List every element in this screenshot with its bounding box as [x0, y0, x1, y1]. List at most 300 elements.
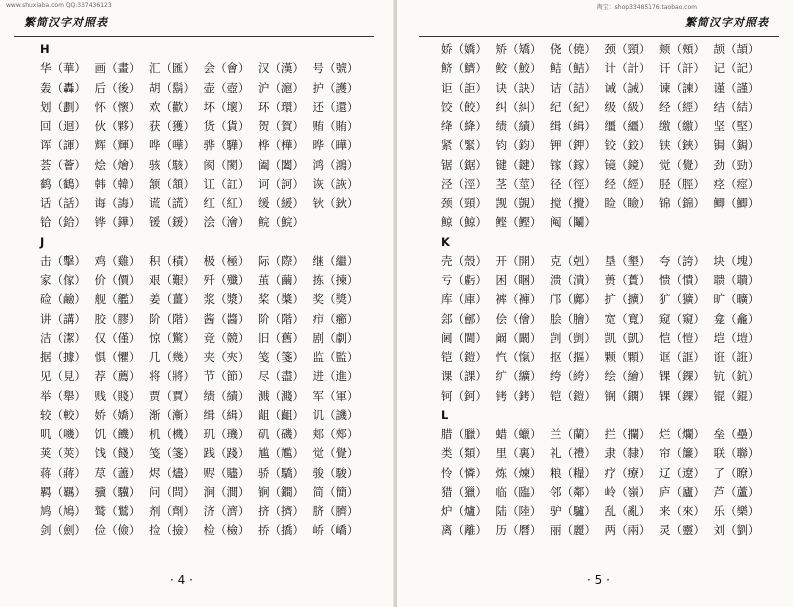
character-pair: 鹤（鶴） — [40, 176, 86, 191]
character-pair: 烩（燴） — [94, 157, 141, 172]
character-pair: 鲣（鰹） — [495, 215, 542, 230]
character-pair: 茧（繭） — [258, 273, 304, 287]
character-pair: 绘（繪） — [604, 369, 651, 384]
character-pair: 阃（閫） — [441, 330, 487, 345]
character-pair: 汉（漢） — [258, 61, 304, 76]
character-pair: 骄（驕） — [258, 465, 304, 480]
character-pair: 轰（轟） — [40, 80, 86, 95]
character-pair: 经（經） — [659, 99, 705, 114]
page-number: · 4 · — [170, 573, 193, 587]
character-pair: 蜡（蠟） — [495, 427, 542, 441]
character-row — [40, 175, 367, 194]
character-pair: 结（結） — [713, 99, 760, 114]
character-pair: 键（鍵） — [495, 157, 542, 172]
character-pair: 侩（儈） — [495, 311, 542, 326]
character-pair: 铧（鏵） — [94, 215, 141, 230]
character-pair: 后（後） — [94, 80, 141, 95]
character-pair: 鲫（鯽） — [713, 196, 760, 210]
character-pair: 谨（謹） — [713, 80, 760, 95]
character-pair: 竞（競） — [203, 330, 250, 345]
character-pair: 骥（驥） — [94, 484, 141, 499]
character-row — [40, 136, 367, 155]
character-pair: 垲（塏） — [713, 330, 760, 345]
character-row — [40, 156, 367, 175]
character-pair: 联（聯） — [713, 446, 760, 461]
character-pair: 荚（莢） — [40, 446, 86, 461]
character-pair: 玑（璣） — [203, 427, 250, 441]
character-pair: 锟（錕） — [713, 388, 760, 403]
character-pair: 际（際） — [258, 253, 304, 268]
character-pair: 铠（鎧） — [441, 350, 487, 364]
character-pair: 阂（閡） — [203, 157, 250, 172]
character-pair: 划（劃） — [40, 99, 86, 114]
character-pair: 渐（漸） — [149, 407, 195, 422]
character-pair: 脍（膾） — [550, 311, 596, 326]
character-pair: 颊（頰） — [659, 42, 705, 56]
character-pair: 粮（糧） — [550, 465, 596, 480]
character-pair: 获（獲） — [149, 119, 195, 133]
character-pair: 乐（樂） — [713, 504, 760, 518]
character-pair: 邝（鄺） — [550, 292, 596, 307]
character-pair: 尽（盡） — [258, 369, 304, 384]
character-pair: 荩（藎） — [94, 465, 141, 480]
character-row — [441, 79, 768, 98]
character-pair: 剂（劑） — [149, 504, 195, 518]
character-pair: 鲒（鮚） — [550, 61, 596, 76]
header-rule — [419, 36, 779, 37]
character-pair: 铠（鎧） — [550, 388, 596, 403]
character-pair: 胡（鬍） — [149, 80, 195, 95]
character-pair: 垦（墾） — [604, 253, 651, 268]
character-pair: 灵（靈） — [659, 523, 705, 538]
character-pair: 宽（寬） — [604, 311, 651, 326]
character-pair: 颉（頡） — [713, 42, 760, 56]
character-pair: 华（華） — [40, 61, 86, 76]
character-pair: 怀（懷） — [94, 99, 141, 114]
character-pair: 驴（驢） — [550, 504, 596, 518]
character-pair: 家（傢） — [40, 273, 86, 287]
character-pair: 腊（臘） — [441, 427, 487, 441]
character-pair: 记（記） — [713, 61, 760, 76]
character-pair: 里（裏） — [495, 446, 542, 461]
page-header: 繁简汉字对照表 — [24, 16, 108, 29]
page-content — [441, 40, 768, 541]
character-pair: 欢（歡） — [149, 99, 195, 114]
character-pair: 胫（脛） — [659, 176, 705, 191]
character-pair: 讦（訐） — [659, 61, 705, 76]
character-pair: 涧（澗） — [203, 484, 250, 499]
character-pair: 鲩（鯇） — [258, 215, 304, 230]
character-row — [441, 252, 768, 271]
character-pair: 挢（撟） — [258, 523, 304, 538]
character-pair: 饯（餞） — [94, 446, 141, 461]
character-pair: 纪（紀） — [550, 99, 596, 114]
character-pair: 姜（薑） — [149, 292, 195, 307]
character-pair: 开（開） — [495, 253, 542, 268]
character-pair: 锞（錁） — [659, 369, 705, 384]
character-pair: 缉（緝） — [550, 119, 596, 133]
character-pair: 阄（鬮） — [550, 215, 596, 230]
character-pair: 炼（煉） — [495, 465, 542, 480]
character-pair: 桨（槳） — [258, 292, 304, 307]
character-pair: 夹（夾） — [203, 350, 250, 364]
character-pair: 诘（詰） — [550, 80, 596, 95]
character-pair: 环（環） — [258, 99, 304, 114]
character-pair: 溃（潰） — [550, 273, 596, 287]
character-pair: 缉（緝） — [203, 407, 250, 422]
character-pair: 击（擊） — [40, 253, 86, 268]
character-pair: 极（極） — [203, 253, 250, 268]
character-row — [40, 271, 367, 290]
character-pair: 抠（摳） — [550, 350, 596, 364]
character-row — [441, 136, 768, 155]
character-pair: 睑（瞼） — [604, 196, 651, 210]
character-pair: 鸠（鳩） — [40, 504, 86, 518]
character-pair: 号（號） — [312, 61, 359, 76]
character-row — [441, 156, 768, 175]
character-pair: 恺（愷） — [659, 330, 705, 345]
character-row — [441, 117, 768, 136]
character-pair: 硷（鹼） — [40, 292, 86, 307]
character-pair: 诳（誑） — [713, 350, 760, 364]
character-pair: 锾（鍰） — [149, 215, 195, 230]
character-pair: 绩（績） — [495, 119, 542, 133]
character-pair: 剧（劇） — [312, 330, 359, 345]
character-pair: 郏（郟） — [312, 427, 359, 441]
character-pair: 绩（績） — [203, 388, 250, 403]
character-row — [441, 521, 768, 540]
character-pair: 剑（劍） — [40, 523, 86, 538]
character-pair: 据（據） — [40, 350, 86, 364]
character-pair: 蒋（蔣） — [40, 465, 86, 480]
character-row — [441, 348, 768, 367]
character-pair: 娇（嬌） — [441, 42, 487, 56]
character-row — [441, 98, 768, 117]
character-pair: 纩（纊） — [495, 369, 542, 384]
character-pair: 羁（羈） — [40, 484, 86, 499]
section-letter: J — [40, 234, 45, 249]
character-pair: 临（臨） — [495, 484, 542, 499]
character-pair: 铪（鉿） — [40, 215, 86, 230]
character-pair: 几（幾） — [149, 350, 195, 364]
letter-section — [441, 40, 768, 233]
character-pair: 继（繼） — [312, 253, 359, 268]
character-pair: 凯（凱） — [604, 330, 651, 345]
character-pair: 乱（亂） — [604, 504, 651, 518]
character-pair: 两（兩） — [604, 523, 651, 538]
character-pair: 缓（緩） — [258, 196, 304, 210]
character-pair: 旧（舊） — [258, 330, 304, 345]
character-row — [441, 329, 768, 348]
character-row — [441, 59, 768, 78]
character-pair: 历（曆） — [495, 523, 542, 538]
character-pair: 陆（陸） — [495, 504, 542, 518]
character-row — [40, 98, 367, 117]
character-pair: 类（類） — [441, 446, 487, 461]
character-row — [40, 213, 367, 232]
character-pair: 艰（艱） — [149, 273, 195, 287]
character-row — [40, 502, 367, 521]
character-pair: 铐（銬） — [495, 388, 542, 403]
character-pair: 沪（滬） — [258, 80, 304, 95]
character-pair: 痉（痙） — [713, 176, 760, 191]
character-pair: 护（護） — [312, 80, 359, 95]
character-row — [40, 464, 367, 483]
character-pair: 将（將） — [149, 369, 195, 384]
character-pair: 锏（鐧） — [258, 484, 304, 499]
character-row — [40, 406, 367, 425]
character-pair: 颈（頸） — [441, 196, 487, 210]
character-row — [40, 290, 367, 309]
character-row — [441, 444, 768, 463]
character-row — [441, 483, 768, 502]
character-pair: 兰（蘭） — [550, 427, 596, 441]
character-pair: 见（見） — [40, 369, 86, 384]
character-row — [40, 117, 367, 136]
character-pair: 茎（莖） — [495, 176, 542, 191]
character-pair: 钬（鈥） — [312, 196, 359, 210]
character-pair: 晔（曄） — [312, 138, 359, 153]
character-pair: 郐（鄶） — [441, 311, 487, 326]
character-pair: 讲（講） — [40, 311, 86, 326]
character-pair: 举（舉） — [40, 388, 86, 403]
character-pair: 仅（僅） — [94, 330, 141, 345]
character-pair: 积（積） — [149, 253, 195, 268]
character-row — [441, 387, 768, 406]
character-pair: 拦（攔） — [604, 427, 651, 441]
character-pair: 侥（僥） — [550, 42, 596, 56]
character-pair: 诲（誨） — [94, 196, 141, 210]
character-pair: 歼（殲） — [203, 273, 250, 287]
character-pair: 钾（鉀） — [550, 138, 596, 153]
character-row — [40, 194, 367, 213]
character-pair: 酱（醬） — [203, 311, 250, 326]
character-pair: 颈（頸） — [604, 42, 651, 56]
character-pair: 块（塊） — [713, 253, 760, 268]
character-pair: 垒（壘） — [713, 427, 760, 441]
character-pair: 韩（韓） — [94, 176, 141, 191]
character-pair: 颗（顆） — [604, 350, 651, 364]
character-pair: 辽（遼） — [659, 465, 705, 480]
character-pair: 愦（憒） — [659, 273, 705, 287]
character-pair: 窥（窺） — [659, 311, 705, 326]
character-pair: 坚（堅） — [713, 119, 760, 133]
character-pair: 进（進） — [312, 369, 359, 384]
character-pair: 讵（詎） — [441, 80, 487, 95]
character-pair: 话（話） — [40, 196, 86, 210]
character-pair: 浆（漿） — [203, 292, 250, 307]
character-pair: 辉（輝） — [94, 138, 141, 153]
character-pair: 机（機） — [149, 427, 195, 441]
character-pair: 锞（錁） — [659, 388, 705, 403]
character-row — [40, 252, 367, 271]
character-pair: 炉（爐） — [441, 504, 487, 518]
character-row — [441, 310, 768, 329]
character-pair: 觉（覺） — [312, 446, 359, 461]
character-pair: 剀（剴） — [550, 330, 596, 345]
character-pair: 阶（階） — [149, 311, 195, 326]
character-pair: 娇（嬌） — [94, 407, 141, 422]
right-page — [397, 0, 793, 607]
character-pair: 俭（儉） — [94, 523, 141, 538]
character-pair: 锦（錦） — [659, 196, 705, 210]
character-pair: 阖（闔） — [258, 157, 304, 172]
character-pair: 伙（夥） — [94, 119, 141, 133]
character-pair: 较（較） — [40, 407, 86, 422]
character-pair: 惧（懼） — [94, 350, 141, 364]
character-pair: 帘（簾） — [659, 446, 705, 461]
character-pair: 级（級） — [604, 99, 651, 114]
character-pair: 阶（階） — [258, 311, 304, 326]
section-letter: H — [40, 42, 50, 56]
character-pair: 挤（擠） — [258, 504, 304, 518]
character-pair: 忾（愾） — [495, 350, 542, 364]
character-pair: 鸿（鴻） — [312, 157, 359, 172]
character-pair: 缴（繳） — [659, 119, 705, 133]
character-pair: 荟（薈） — [40, 157, 86, 172]
character-pair: 饥（饑） — [94, 427, 141, 441]
character-pair: 铰（鉸） — [604, 138, 651, 153]
character-pair: 诙（詼） — [312, 176, 359, 191]
character-pair: 脐（臍） — [312, 504, 359, 518]
character-pair: 诃（訶） — [258, 176, 304, 191]
character-pair: 径（徑） — [550, 176, 596, 191]
character-pair: 犷（獷） — [659, 292, 705, 307]
character-pair: 问（問） — [149, 484, 195, 499]
character-pair: 价（價） — [94, 273, 141, 287]
character-pair: 绛（絳） — [441, 119, 487, 133]
character-pair: 搅（攪） — [550, 196, 596, 210]
character-pair: 奖（獎） — [312, 292, 359, 307]
character-pair: 芦（蘆） — [713, 484, 760, 499]
character-row — [441, 271, 768, 290]
character-row — [441, 425, 768, 444]
character-pair: 离（離） — [441, 523, 487, 538]
character-pair: 贱（賤） — [94, 388, 141, 403]
character-pair: 监（監） — [312, 350, 359, 364]
character-pair: 锯（鋸） — [441, 157, 487, 172]
left-page — [0, 0, 396, 607]
character-pair: 浍（澮） — [203, 215, 250, 230]
character-pair: 龛（龕） — [713, 311, 760, 326]
character-pair: 库（庫） — [441, 292, 487, 307]
character-pair: 经（經） — [604, 176, 651, 191]
character-pair: 货（貨） — [203, 119, 250, 133]
character-pair: 荐（薦） — [94, 369, 141, 384]
character-pair: 钪（鈧） — [713, 369, 760, 384]
character-pair: 鹫（鷲） — [94, 504, 141, 518]
character-pair: 鲛（鮫） — [495, 61, 542, 76]
character-pair: 裤（褲） — [495, 292, 542, 307]
character-row — [40, 387, 367, 406]
character-pair: 诓（誆） — [659, 350, 705, 364]
character-pair: 庐（廬） — [659, 484, 705, 499]
character-row — [40, 367, 367, 386]
character-pair: 鲸（鯨） — [441, 215, 487, 230]
character-pair: 画（畫） — [94, 61, 141, 76]
character-row — [441, 194, 768, 213]
character-pair: 阚（闞） — [495, 330, 542, 345]
character-pair: 颔（頷） — [149, 176, 195, 191]
character-pair: 矫（矯） — [495, 42, 542, 56]
character-pair: 讧（訌） — [203, 176, 250, 191]
character-pair: 壳（殼） — [441, 253, 487, 268]
character-row — [441, 502, 768, 521]
character-pair: 纠（糾） — [495, 99, 542, 114]
character-pair: 红（紅） — [203, 196, 250, 210]
character-pair: 克（剋） — [550, 253, 596, 268]
character-pair: 龃（齟） — [258, 407, 304, 422]
character-pair: 骏（駿） — [312, 465, 359, 480]
character-pair: 叽（嘰） — [40, 427, 86, 441]
character-pair: 坏（壞） — [203, 99, 250, 114]
letter-section — [40, 40, 367, 233]
page-url-text: 淘宝：shop33485176.taobao.com — [596, 4, 697, 11]
character-pair: 矶（磯） — [258, 427, 304, 441]
character-pair: 刘（劉） — [713, 523, 760, 538]
letter-section — [441, 233, 768, 406]
character-pair: 绔（絝） — [550, 369, 596, 384]
character-pair: 洁（潔） — [40, 330, 86, 345]
character-pair: 岭（嶺） — [604, 484, 651, 499]
character-row — [40, 483, 367, 502]
character-pair: 节（節） — [203, 369, 250, 384]
character-pair: 贺（賀） — [258, 119, 304, 133]
character-pair: 汇（匯） — [149, 61, 195, 76]
character-pair: 钧（鈞） — [495, 138, 542, 153]
character-pair: 礼（禮） — [550, 446, 596, 461]
character-pair: 谏（諫） — [659, 80, 705, 95]
character-pair: 课（課） — [441, 369, 487, 384]
character-pair: 觊（覬） — [495, 196, 542, 210]
character-pair: 诫（誡） — [604, 80, 651, 95]
character-pair: 困（睏） — [495, 273, 542, 287]
character-row — [441, 367, 768, 386]
character-row — [40, 59, 367, 78]
character-pair: 惊（驚） — [149, 330, 195, 345]
character-pair: 烬（燼） — [149, 465, 195, 480]
page-url-text: www.shuxiaba.com QQ:337436123 — [6, 2, 112, 9]
character-pair: 丽（麗） — [550, 523, 596, 538]
character-pair: 镓（鎵） — [550, 157, 596, 172]
character-pair: 谎（謊） — [149, 196, 195, 210]
character-row — [441, 40, 768, 59]
character-pair: 怜（憐） — [441, 465, 487, 480]
character-row — [40, 310, 367, 329]
header-rule — [14, 36, 374, 37]
character-pair: 疖（癤） — [312, 311, 359, 326]
character-pair: 锔（鋦） — [713, 138, 760, 153]
character-pair: 计（計） — [604, 61, 651, 76]
page-header: 繁简汉字对照表 — [685, 16, 769, 29]
character-row — [40, 329, 367, 348]
character-pair: 胶（膠） — [94, 311, 141, 326]
character-pair: 觉（覺） — [659, 157, 705, 172]
character-row — [40, 348, 367, 367]
character-pair: 壶（壺） — [203, 80, 250, 95]
character-pair: 紧（緊） — [441, 138, 487, 153]
character-pair: 夸（誇） — [659, 253, 705, 268]
character-pair: 诨（諢） — [40, 138, 86, 153]
character-pair: 会（會） — [203, 61, 250, 76]
character-row — [441, 213, 768, 232]
character-pair: 拣（揀） — [312, 273, 359, 287]
letter-section — [40, 233, 367, 541]
character-pair: 钶（鈳） — [441, 388, 487, 403]
character-pair: 烂（爛） — [659, 427, 705, 441]
character-pair: 舰（艦） — [94, 292, 141, 307]
character-row — [40, 521, 367, 540]
